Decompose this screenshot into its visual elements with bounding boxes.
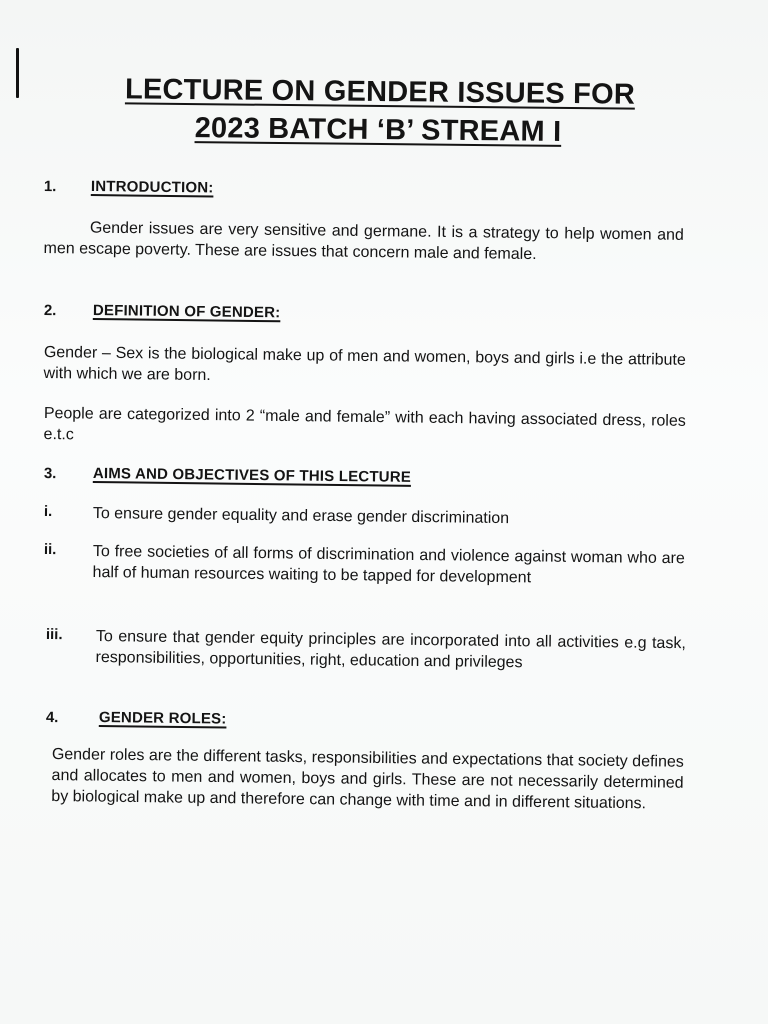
- section-heading-gender-roles: GENDER ROLES:: [98, 709, 227, 728]
- definition-paragraph-1: Gender – Sex is the biological make up of men and women, boys and girls i.e the attribute with which we are born.: [43, 343, 686, 385]
- document-title-line-2: 2023 BATCH ‘B’ STREAM I: [194, 112, 562, 148]
- objective-text: To ensure gender equality and erase gender discrimination: [92, 504, 510, 528]
- section-heading-aims: AIMS AND OBJECTIVES OF THIS LECTURE: [92, 465, 412, 486]
- definition-paragraph-2: People are categorized into 2 “male and female” with each having associated dress, roles e.t.c: [43, 404, 686, 444]
- objective-numeral: i.: [43, 503, 53, 521]
- objective-numeral: ii.: [43, 541, 57, 559]
- document-title-line-1: LECTURE ON GENDER ISSUES FOR: [124, 73, 636, 111]
- section-number: 3.: [43, 465, 57, 483]
- section-number: 1.: [43, 178, 57, 196]
- gender-roles-paragraph: Gender roles are the different tasks, responsibilities and expectations that society defines and allocates to men and women, boys and girls. These are not necessarily determined by biological make up and therefore can change with time and in different situations.: [51, 745, 684, 813]
- objective-text: To free societies of all forms of discrimination and violence against woman who are half of human resources waiting to be tapped for development: [92, 542, 685, 587]
- objective-numeral: iii.: [45, 626, 63, 644]
- introduction-paragraph: Gender issues are very sensitive and germane. It is a strategy to help women and men escape poverty. These are issues that concern male and female.: [43, 219, 684, 264]
- section-number: 2.: [43, 302, 57, 320]
- section-heading-introduction: INTRODUCTION:: [90, 178, 214, 197]
- section-number: 4.: [45, 709, 59, 727]
- objective-text: To ensure that gender equity principles are incorporated into all activities e.g task, responsibilities, opportunities, right, education and privileges: [95, 627, 686, 672]
- section-heading-definition: DEFINITION OF GENDER:: [92, 302, 281, 322]
